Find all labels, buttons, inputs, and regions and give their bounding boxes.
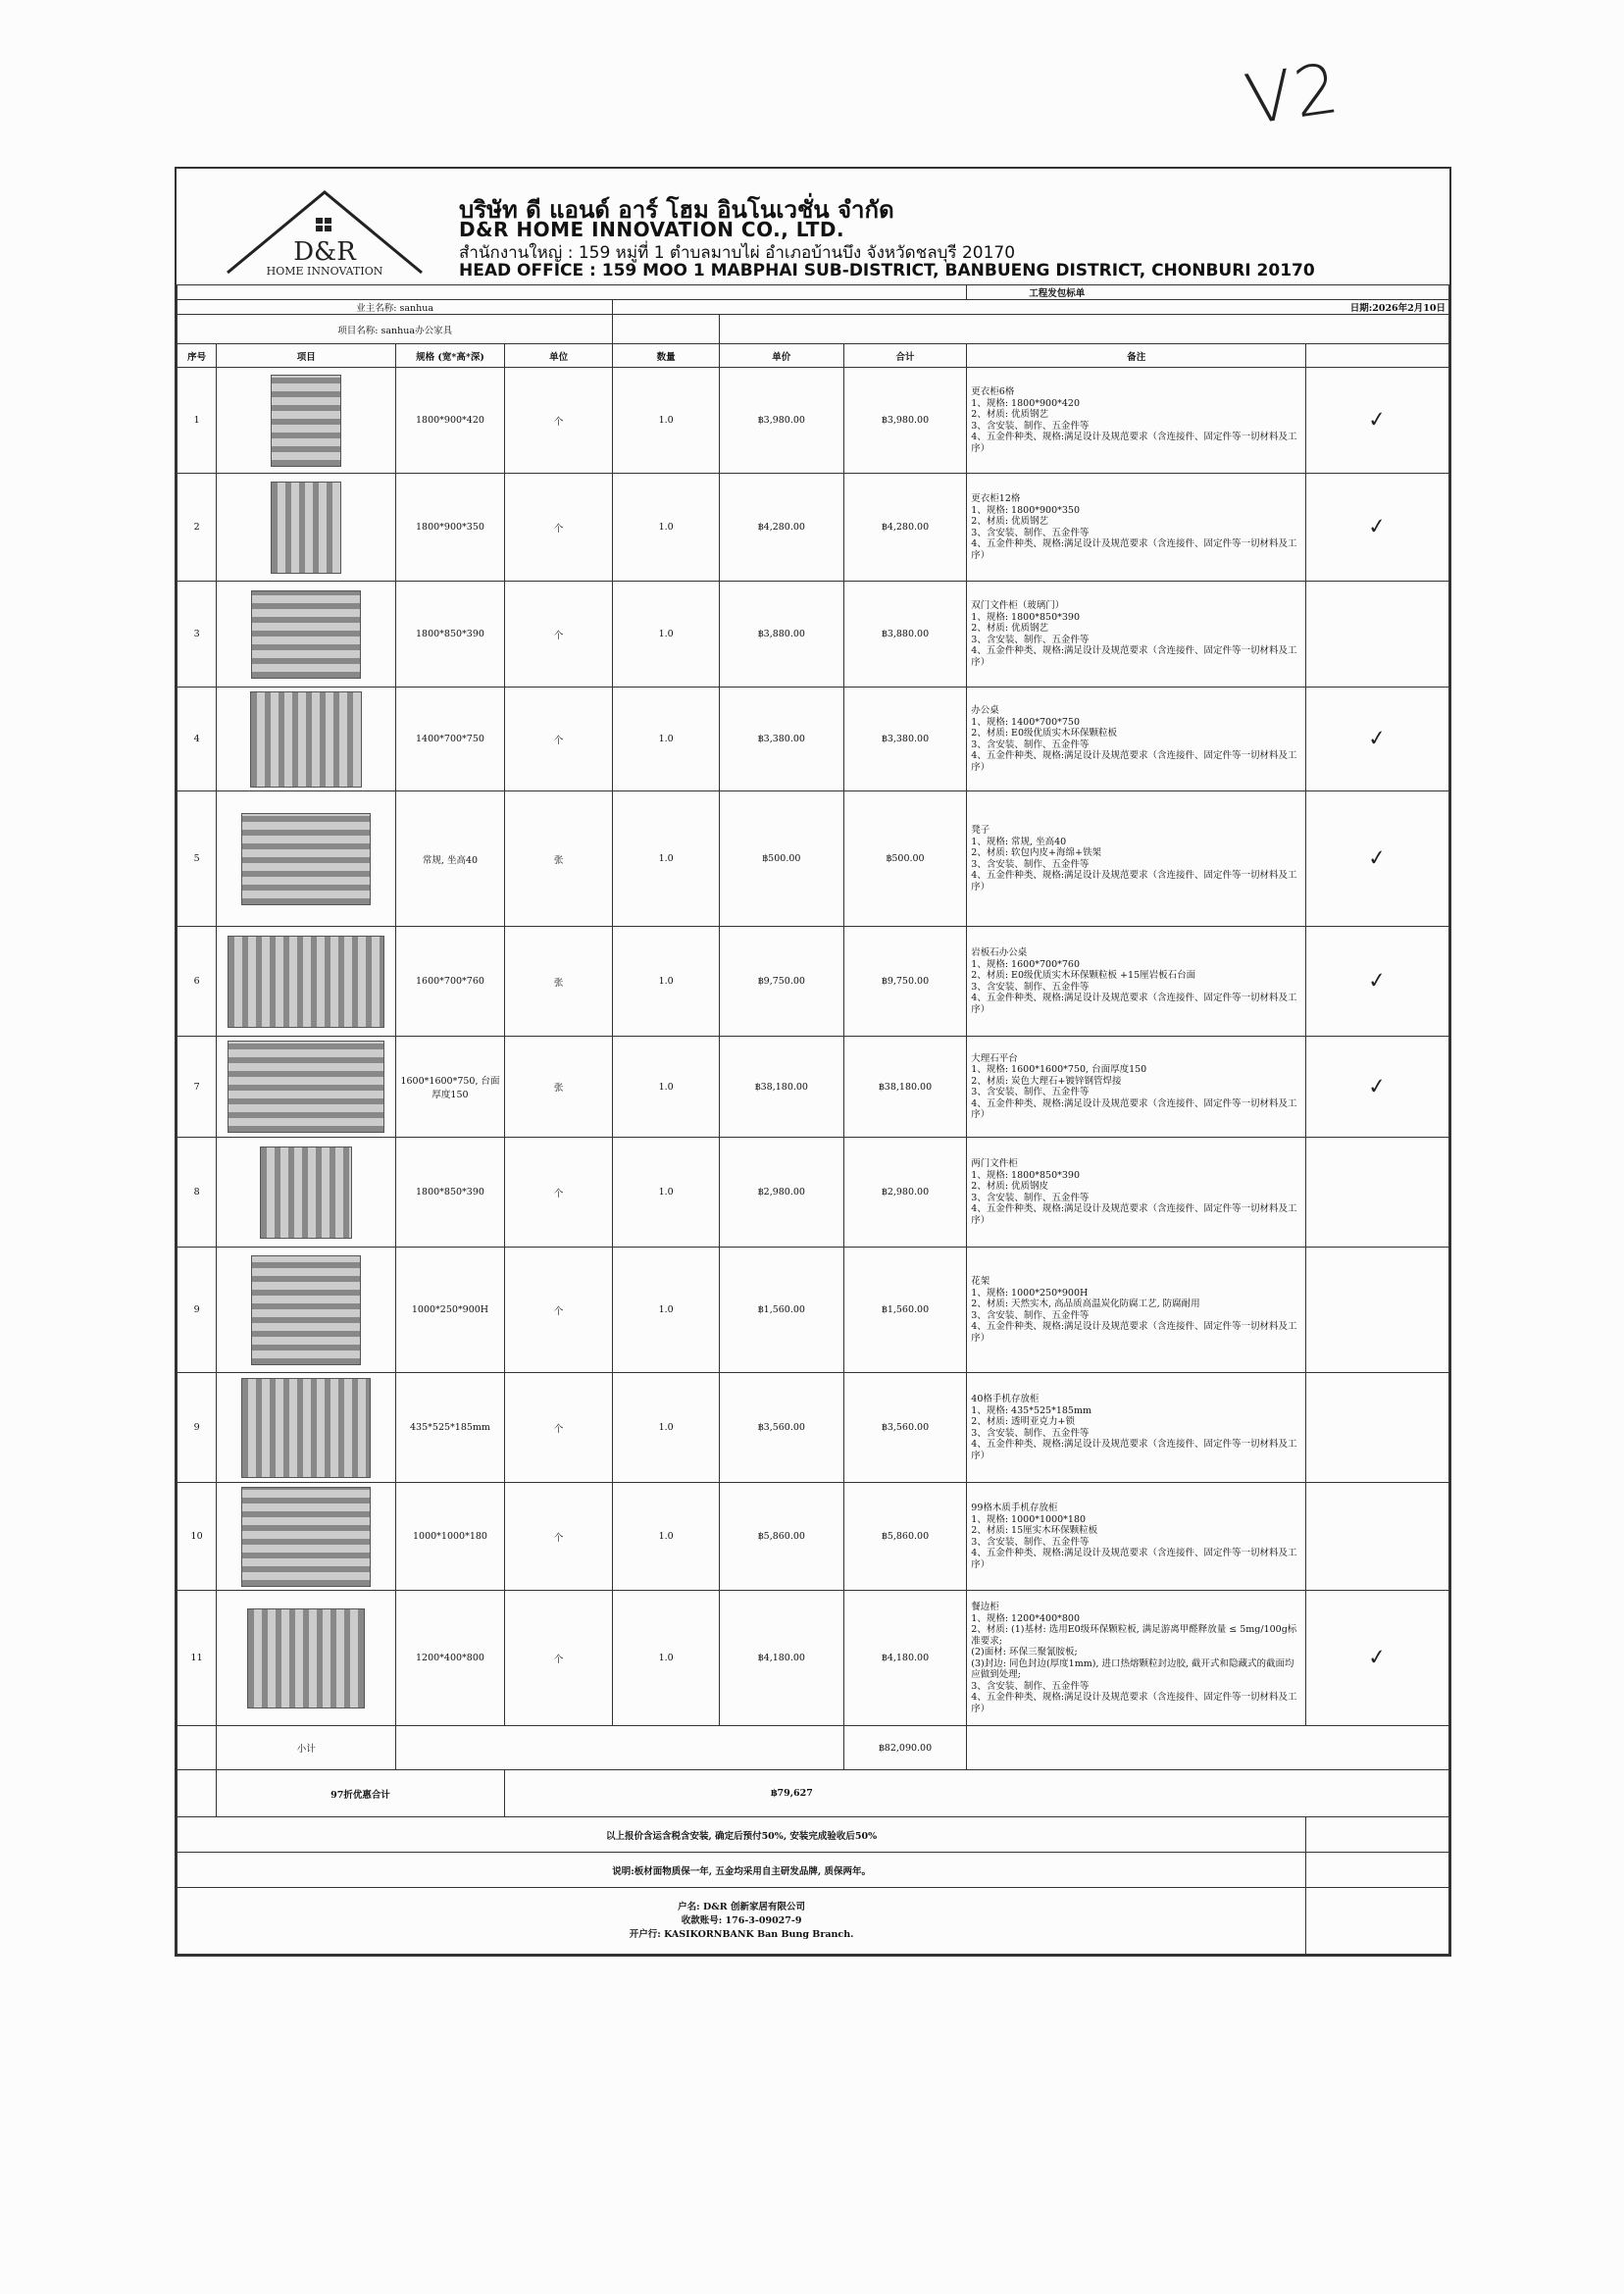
product-photo [228, 936, 384, 1028]
check-cell [1306, 1138, 1449, 1248]
qty-cell: 1.0 [613, 368, 720, 474]
product-photo [241, 1487, 371, 1587]
bank-info-cell [178, 1888, 1306, 1955]
table-row [178, 368, 1449, 474]
form-title-cell [967, 285, 1449, 300]
discount-value: ฿79,627 [504, 1770, 1448, 1817]
total-cell: ฿3,880.00 [843, 582, 967, 688]
col-header: 数量 [613, 344, 720, 368]
table-row [178, 1373, 1449, 1483]
remarks-cell: 更衣柜12格 1、规格: 1800*900*350 2、材质: 优质钢艺 3、含安装、制作、五金件等 4、五金件种类、规格:满足设计及规范要求（含连接件、固定件等一切材料及工序） [967, 474, 1306, 582]
row-number: 2 [178, 474, 217, 582]
row-number: 9 [178, 1248, 217, 1373]
spec-cell: 1000*1000*180 [396, 1483, 505, 1591]
check-cell [1306, 1037, 1449, 1138]
form-date: 日期:2026年2月10日 [1349, 303, 1446, 314]
unit-price-cell: ฿1,560.00 [719, 1248, 843, 1373]
check-cell [1306, 582, 1449, 688]
owner-name: 业主名称: sanhua [356, 303, 434, 314]
bank-branch: 开户行: KASIKORNBANK Ban Bung Branch. [629, 1928, 854, 1940]
unit-cell: 个 [504, 582, 613, 688]
col-header: 备注 [967, 344, 1306, 368]
product-photo-cell [217, 1138, 396, 1248]
remarks-cell: 更衣柜6格 1、规格: 1800*900*420 2、材质: 优质钢艺 3、含安装、制作、五金件等 4、五金件种类、规格:满足设计及规范要求（含连接件、固定件等一切材料及工序） [967, 368, 1306, 474]
unit-price-cell: ฿500.00 [719, 791, 843, 927]
blank-cell [613, 315, 720, 344]
product-photo [228, 1041, 384, 1133]
unit-cell: 个 [504, 1373, 613, 1483]
header-row [178, 344, 1449, 368]
table-row [178, 688, 1449, 791]
company-address-english: HEAD OFFICE : 159 MOO 1 MABPHAI SUB-DISTRICT, BANBUENG DISTRICT, CHONBURI 20170 [459, 261, 1315, 280]
col-header: 单位 [504, 344, 613, 368]
qty-cell: 1.0 [613, 1591, 720, 1726]
remarks-cell: 餐边柜 1、规格: 1200*400*800 2、材质: (1)基材: 选用E0级环保颗粒板, 满足游离甲醛释放量 ≤ 5mg/100g标准要求; (2)面材: 环保三聚氰胺板; (3)封边: 同色封边(厚度1mm), 进口热熔颗粒封边胶, 截开式和隐藏式的截面均应做到处理; 3、含安装、制作、五金件等 4、五金件种类、规格:满足设计及规范要求（含连接件、固定件等一切材料及工序） [967, 1591, 1306, 1726]
col-header-blank [1306, 344, 1449, 368]
spec-cell: 1800*850*390 [396, 582, 505, 688]
table-body [178, 285, 1449, 1955]
total-cell: ฿38,180.00 [843, 1037, 967, 1138]
unit-price-cell: ฿9,750.00 [719, 927, 843, 1037]
table-row [178, 474, 1449, 582]
unit-cell: 个 [504, 474, 613, 582]
subtotal-row [178, 1726, 1449, 1770]
col-header: 项目 [217, 344, 396, 368]
check-cell [1306, 1591, 1449, 1726]
blank-cell [178, 1726, 217, 1770]
company-name-thai: บริษัท ดี แอนด์ อาร์ โฮม อินโนเวชั่น จำกัด [459, 196, 894, 224]
check-cell [1306, 368, 1449, 474]
table-row [178, 1037, 1449, 1138]
total-cell: ฿2,980.00 [843, 1138, 967, 1248]
total-cell: ฿500.00 [843, 791, 967, 927]
unit-cell: 个 [504, 1483, 613, 1591]
date-cell [613, 300, 1449, 315]
blank-cell [967, 1726, 1449, 1770]
remarks-cell: 花架 1、规格: 1000*250*900H 2、材质: 天然实木, 高品质高温炭化防腐工艺, 防腐耐用 3、含安装、制作、五金件等 4、五金件种类、规格:满足设计及规范要求（含连接件、固定件等一切材料及工序） [967, 1248, 1306, 1373]
bank-account-name: 户名: D&R 创新家居有限公司 [678, 1901, 805, 1912]
total-cell: ฿3,560.00 [843, 1373, 967, 1483]
unit-cell: 个 [504, 1591, 613, 1726]
logo-text-big: D&R [293, 237, 356, 267]
product-photo [241, 1378, 371, 1478]
row-number: 3 [178, 582, 217, 688]
blank-cell [396, 1726, 843, 1770]
table-row [178, 791, 1449, 927]
bank-row [178, 1888, 1449, 1955]
spec-cell: 1800*900*420 [396, 368, 505, 474]
check-cell [1306, 1483, 1449, 1591]
checkmark-icon: ✓ [1367, 1073, 1389, 1100]
blank-cell [1306, 1853, 1449, 1888]
table-row [178, 927, 1449, 1037]
product-photo-cell [217, 1037, 396, 1138]
remarks-cell: 双门文件柜（玻璃门） 1、规格: 1800*850*390 2、材质: 优质钢艺 3、含安装、制作、五金件等 4、五金件种类、规格:满足设计及规范要求（含连接件、固定件等一切材料及工序） [967, 582, 1306, 688]
product-photo-cell [217, 1373, 396, 1483]
product-photo [260, 1147, 352, 1239]
unit-price-cell: ฿5,860.00 [719, 1483, 843, 1591]
product-photo-cell [217, 688, 396, 791]
unit-cell: 个 [504, 1248, 613, 1373]
spec-cell: 1800*900*350 [396, 474, 505, 582]
product-photo-cell [217, 791, 396, 927]
checkmark-icon: ✓ [1367, 726, 1389, 752]
unit-price-cell: ฿2,980.00 [719, 1138, 843, 1248]
table-row [178, 1483, 1449, 1591]
logo-text-small: HOME INNOVATION [266, 265, 383, 278]
checkmark-icon: ✓ [1367, 407, 1389, 433]
col-header: 单价 [719, 344, 843, 368]
qty-cell: 1.0 [613, 582, 720, 688]
spec-cell: 1600*700*760 [396, 927, 505, 1037]
payment-note: 以上报价含运含税含安装, 确定后预付50%, 安装完成验收后50% [178, 1817, 1306, 1853]
spec-cell: 1400*700*750 [396, 688, 505, 791]
qty-cell: 1.0 [613, 688, 720, 791]
blank-cell [1306, 1817, 1449, 1853]
spec-cell: 1000*250*900H [396, 1248, 505, 1373]
product-photo-cell [217, 1591, 396, 1726]
col-header: 规格 (宽*高*深) [396, 344, 505, 368]
project-cell [178, 315, 613, 344]
row-number: 8 [178, 1138, 217, 1248]
qty-cell: 1.0 [613, 474, 720, 582]
remarks-cell: 99格木质手机存放柜 1、规格: 1000*1000*180 2、材质: 15厘实木环保颗粒板 3、含安装、制作、五金件等 4、五金件种类、规格:满足设计及规范要求（含连接件、固定件等一切材料及工序） [967, 1483, 1306, 1591]
unit-cell: 张 [504, 1037, 613, 1138]
qty-cell: 1.0 [613, 791, 720, 927]
row-number: 6 [178, 927, 217, 1037]
product-photo [241, 813, 371, 905]
checkmark-icon: ✓ [1367, 514, 1389, 540]
product-photo [251, 1255, 361, 1365]
qty-cell: 1.0 [613, 1138, 720, 1248]
form-title: 工程发包标单 [1029, 288, 1086, 299]
discount-row [178, 1770, 1449, 1817]
total-cell: ฿3,380.00 [843, 688, 967, 791]
col-header: 合计 [843, 344, 967, 368]
row-number: 5 [178, 791, 217, 927]
row-number: 1 [178, 368, 217, 474]
unit-cell: 个 [504, 688, 613, 791]
unit-price-cell: ฿38,180.00 [719, 1037, 843, 1138]
letterhead [177, 169, 1449, 285]
table-row [178, 1248, 1449, 1373]
project-name: 项目名称: sanhua办公家具 [337, 325, 453, 336]
subtotal-value: ฿82,090.00 [843, 1726, 967, 1770]
spec-cell: 1200*400*800 [396, 1591, 505, 1726]
total-cell: ฿4,280.00 [843, 474, 967, 582]
product-photo-cell [217, 1248, 396, 1373]
qty-cell: 1.0 [613, 1248, 720, 1373]
remarks-cell: 两门文件柜 1、规格: 1800*850*390 2、材质: 优质钢皮 3、含安装、制作、五金件等 4、五金件种类、规格:满足设计及规范要求（含连接件、固定件等一切材料及工序） [967, 1138, 1306, 1248]
total-cell: ฿9,750.00 [843, 927, 967, 1037]
quotation-sheet [175, 167, 1451, 1957]
company-name-english: D&R HOME INNOVATION CO., LTD. [459, 218, 845, 241]
col-header: 序号 [178, 344, 217, 368]
unit-price-cell: ฿4,180.00 [719, 1591, 843, 1726]
payment-row [178, 1817, 1449, 1853]
checkmark-icon: ✓ [1367, 968, 1389, 994]
bank-account-number: 收款账号: 176-3-09027-9 [681, 1914, 802, 1926]
total-cell: ฿5,860.00 [843, 1483, 967, 1591]
row-number: 9 [178, 1373, 217, 1483]
product-photo-cell [217, 1483, 396, 1591]
qty-cell: 1.0 [613, 1373, 720, 1483]
blank-cell [178, 1770, 217, 1817]
check-cell [1306, 1248, 1449, 1373]
handwritten-version-mark: V2 [1240, 47, 1345, 141]
checkmark-icon: ✓ [1367, 1645, 1389, 1671]
spec-cell: 1800*850*390 [396, 1138, 505, 1248]
remarks-cell: 办公桌 1、规格: 1400*700*750 2、材质: E0级优质实木环保颗粒板 3、含安装、制作、五金件等 4、五金件种类、规格:满足设计及规范要求（含连接件、固定件等一切材料及工序） [967, 688, 1306, 791]
remarks-cell: 岩板石办公桌 1、规格: 1600*700*760 2、材质: E0级优质实木环保颗粒板 +15厘岩板石台面 3、含安装、制作、五金件等 4、五金件种类、规格:满足设计及规范要求（含连接件、固定件等一切材料及工序） [967, 927, 1306, 1037]
unit-cell: 张 [504, 791, 613, 927]
company-logo [222, 186, 428, 279]
quotation-table [177, 284, 1449, 1955]
table-row [178, 582, 1449, 688]
check-cell [1306, 1373, 1449, 1483]
product-photo-cell [217, 474, 396, 582]
unit-price-cell: ฿4,280.00 [719, 474, 843, 582]
remarks-cell: 40格手机存放柜 1、规格: 435*525*185mm 2、材质: 透明亚克力+锁 3、含安装、制作、五金件等 4、五金件种类、规格:满足设计及规范要求（含连接件、固定件等一切材料及工序） [967, 1373, 1306, 1483]
product-photo-cell [217, 927, 396, 1037]
blank-cell [1306, 1888, 1449, 1955]
product-photo [271, 482, 341, 574]
product-photo-cell [217, 582, 396, 688]
check-cell [1306, 688, 1449, 791]
unit-price-cell: ฿3,980.00 [719, 368, 843, 474]
company-address-thai: สำนักงานใหญ่ : 159 หมู่ที่ 1 ตำบลมาบไผ่ อำเภอบ้านบึง จังหวัดชลบุรี 20170 [459, 243, 1016, 263]
check-cell [1306, 474, 1449, 582]
spec-cell: 1600*1600*750, 台面厚度150 [396, 1037, 505, 1138]
total-cell: ฿1,560.00 [843, 1248, 967, 1373]
warranty-note: 说明:板材面物质保一年, 五金均采用自主研发品牌, 质保两年。 [178, 1853, 1306, 1888]
spec-cell: 435*525*185mm [396, 1373, 505, 1483]
total-cell: ฿3,980.00 [843, 368, 967, 474]
warranty-row [178, 1853, 1449, 1888]
row-number: 4 [178, 688, 217, 791]
product-photo [251, 590, 361, 679]
row-number: 7 [178, 1037, 217, 1138]
form-title-spacer [178, 285, 967, 300]
remarks-cell: 大理石平台 1、规格: 1600*1600*750, 台面厚度150 2、材质: 炭色大理石+镀锌钢管焊接 3、含安装、制作、五金件等 4、五金件种类、规格:满足设计及规范要求（含连接件、固定件等一切材料及工序） [967, 1037, 1306, 1138]
unit-cell: 张 [504, 927, 613, 1037]
remarks-cell: 凳子 1、规格: 常规, 坐高40 2、材质: 软包内皮+海绵+铁架 3、含安装、制作、五金件等 4、五金件种类、规格:满足设计及规范要求（含连接件、固定件等一切材料及工序） [967, 791, 1306, 927]
table-row [178, 1138, 1449, 1248]
qty-cell: 1.0 [613, 1037, 720, 1138]
row-number: 10 [178, 1483, 217, 1591]
unit-cell: 个 [504, 368, 613, 474]
unit-price-cell: ฿3,560.00 [719, 1373, 843, 1483]
unit-cell: 个 [504, 1138, 613, 1248]
check-cell [1306, 791, 1449, 927]
unit-price-cell: ฿3,380.00 [719, 688, 843, 791]
check-cell [1306, 927, 1449, 1037]
row-number: 11 [178, 1591, 217, 1726]
table-row [178, 1591, 1449, 1726]
owner-cell [178, 300, 613, 315]
discount-label: 97折优惠合计 [217, 1770, 505, 1817]
spec-cell: 常规, 坐高40 [396, 791, 505, 927]
qty-cell: 1.0 [613, 1483, 720, 1591]
qty-cell: 1.0 [613, 927, 720, 1037]
product-photo [247, 1608, 365, 1708]
product-photo [271, 375, 341, 467]
checkmark-icon: ✓ [1367, 845, 1389, 872]
blank-cell [719, 315, 1448, 344]
unit-price-cell: ฿3,880.00 [719, 582, 843, 688]
product-photo-cell [217, 368, 396, 474]
product-photo [250, 691, 362, 788]
total-cell: ฿4,180.00 [843, 1591, 967, 1726]
subtotal-label: 小计 [217, 1726, 396, 1770]
